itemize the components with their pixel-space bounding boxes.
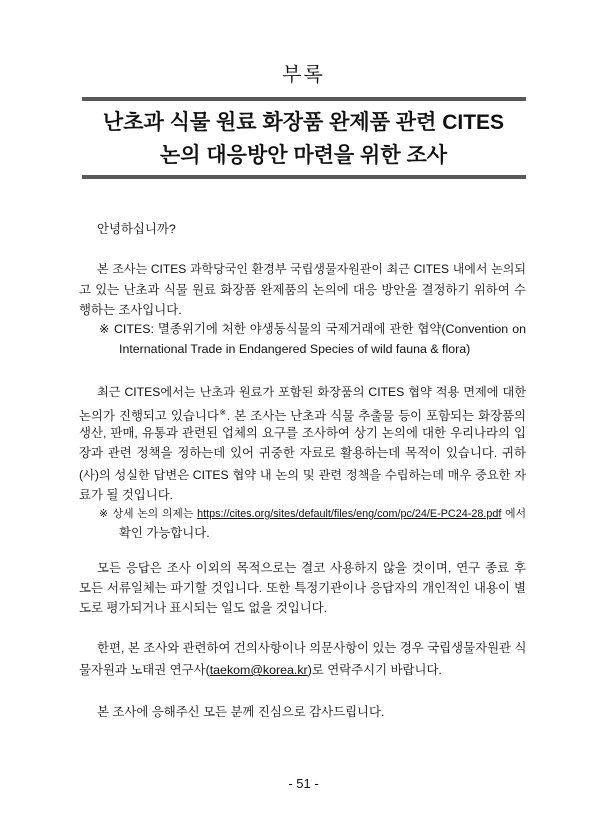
footnote-line: 확인 가능합니다. xyxy=(119,526,210,540)
title-line-2: 논의 대응방안 마련을 위한 조사 xyxy=(159,144,448,167)
paragraph-line: 모든 서류일체는 파기할 것입니다. 또한 특정기관이나 응답자의 개인적인 내용이 별 xyxy=(79,581,526,595)
paragraph-line: 물자원과 노태권 연구사(taekom@korea.kr)로 연락주시기 바랍니다. xyxy=(79,663,442,677)
paragraph-line: 고 있는 난초과 식물 원료 화장품 완제품의 논의에 대응 방안을 결정하기 위하여 수 xyxy=(79,283,526,297)
paragraph-line: 행하는 조사입니다. xyxy=(79,303,182,317)
page-number: - 51 - xyxy=(288,776,319,791)
title-bottom-rule xyxy=(82,175,526,179)
paragraph-line: 최근 CITES에서는 난초과 원료가 포함된 화장품의 CITES 협약 적용 면제에 대한 xyxy=(97,385,526,399)
email-link[interactable]: taekom@korea.kr xyxy=(209,663,308,677)
paragraph-line: 장과 관련 정책을 정하는데 있어 귀중한 자료로 활용하는데 목적이 있습니다. 귀하 xyxy=(79,446,526,460)
reference-link[interactable]: https://cites.org/sites/default/files/eng/com/pc/24/E-PC24-28.pdf xyxy=(197,508,502,520)
footnote-line: ※ 상세 논의 의제는 https://cites.org/sites/default/files/eng/com/pc/24/E-PC24-28.pdf 에서 xyxy=(99,508,527,520)
footnote-line: ※ CITES: 멸종위기에 처한 야생동식물의 국제거래에 관한 협약(Convention on xyxy=(99,322,526,336)
appendix-label: 부록 xyxy=(282,64,325,86)
footnote-line: International Trade in Endangered Species of wild fauna & flora) xyxy=(119,342,471,356)
paragraph-line: 도로 평가되거나 표시되는 일도 없을 것입니다. xyxy=(79,601,328,615)
paragraph-line: 본 조사는 CITES 과학당국인 환경부 국립생물자원관이 최근 CITES 내에서 논의되 xyxy=(97,262,526,276)
footnote-mark: ※ xyxy=(218,408,227,417)
paragraph-line: (사)의 성실한 답변은 CITES 협약 내 논의 및 관련 정책을 수립하는데 매우 중요한 자 xyxy=(79,468,526,482)
paragraph-line: 생산, 판매, 유통과 관련된 업체의 요구를 조사하여 상기 논의에 대한 우리나라의 입 xyxy=(79,426,526,440)
paragraph-line: 한편, 본 조사와 관련하여 건의사항이나 의문사항이 있는 경우 국립생물자원관 식 xyxy=(97,641,527,655)
title-top-rule xyxy=(82,97,526,101)
paragraph-line: 본 조사에 응해주신 모든 분께 진심으로 감사드립니다. xyxy=(97,705,385,719)
paragraph-line: 안녕하십니까? xyxy=(97,222,176,236)
paragraph-line: 논의가 진행되고 있습니다※. 본 조사는 난초과 식물 추출물 등이 포함되는 화장품의 xyxy=(79,408,527,424)
title-line-1: 난초과 식물 원료 화장품 완제품 관련 CITES xyxy=(102,111,505,134)
paragraph-line: 료가 될 것입니다. xyxy=(79,488,174,502)
document-title xyxy=(70,106,537,172)
paragraph-line: 모든 응답은 조사 이외의 목적으로는 결코 사용하지 않을 것이며, 연구 종료 후 xyxy=(97,561,526,575)
